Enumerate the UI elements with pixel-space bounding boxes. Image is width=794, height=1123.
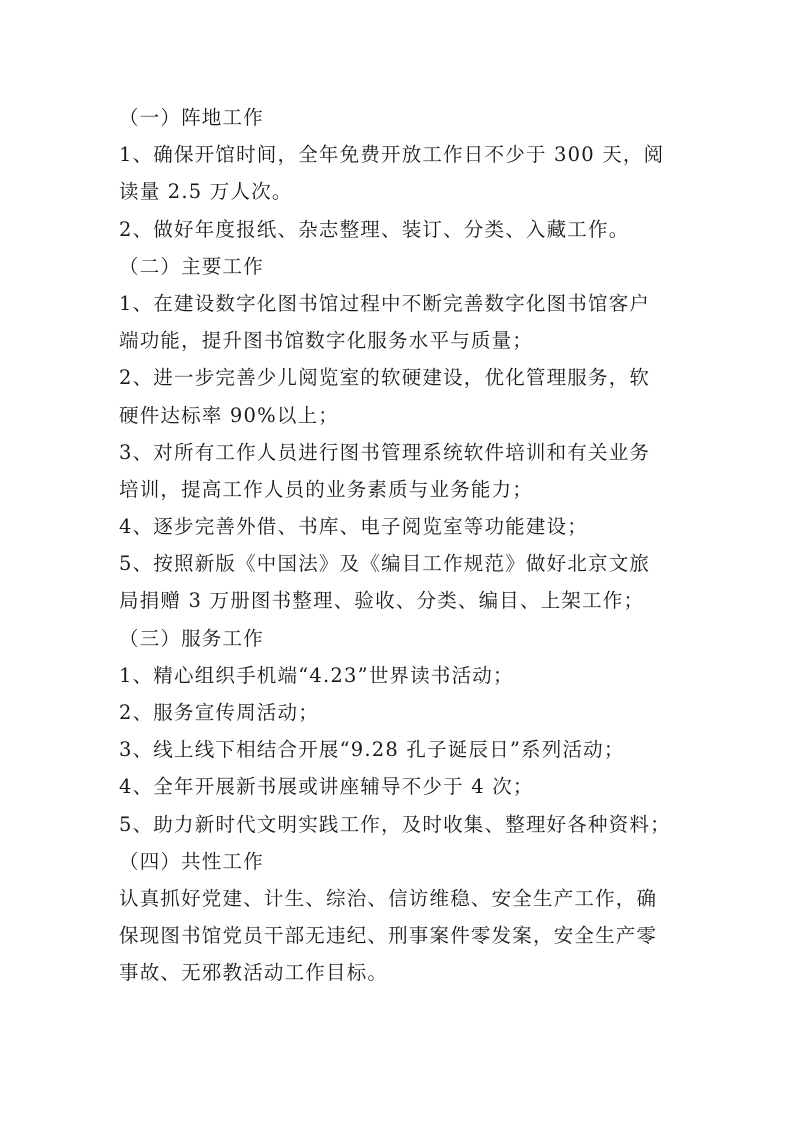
paragraph-line: 1、在建设数字化图书馆过程中不断完善数字化图书馆客户 (119, 291, 651, 315)
paragraph-line: 读量 2.5 万人次。 (119, 180, 293, 204)
paragraph-line: 2、进一步完善少儿阅览室的软硬建设，优化管理服务，软 (119, 366, 651, 390)
section-heading-4: （四）共性工作 (119, 849, 264, 873)
paragraph-line: 5、助力新时代文明实践工作，及时收集、整理好各种资料； (119, 812, 671, 836)
paragraph-line: 4、逐步完善外借、书库、电子阅览室等功能建设； (119, 515, 589, 539)
paragraph-line: 保现图书馆党员干部无违纪、刑事案件零发案，安全生产零 (119, 924, 658, 948)
section-heading-2: （二）主要工作 (119, 254, 264, 278)
section-heading-3: （三）服务工作 (119, 626, 264, 650)
paragraph-line: 培训，提高工作人员的业务素质与业务能力； (119, 477, 534, 501)
paragraph-line: 硬件达标率 90%以上； (119, 403, 339, 427)
paragraph-line: 1、确保开馆时间，全年免费开放工作日不少于 300 天，阅 (119, 143, 665, 167)
section-heading-1: （一）阵地工作 (119, 106, 264, 129)
paragraph-line: 3、线上线下相结合开展“9.28 孔子诞辰日”系列活动； (119, 738, 625, 762)
paragraph-line: 5、按照新版《中国法》及《编目工作规范》做好北京文旅 (119, 552, 651, 576)
paragraph-line: 局捐赠 3 万册图书整理、验收、分类、编目、上架工作； (119, 589, 645, 613)
paragraph-line: 2、服务宣传周活动； (119, 701, 319, 724)
paragraph-line: 2、做好年度报纸、杂志整理、装订、分类、入藏工作。 (119, 217, 630, 241)
paragraph-line: 事故、无邪教活动工作目标。 (119, 961, 389, 985)
paragraph-line: 端功能，提升图书馆数字化服务水平与质量； (119, 329, 534, 353)
paragraph-line: 认真抓好党建、计生、综治、信访维稳、安全生产工作，确 (119, 886, 658, 910)
document-body (119, 99, 679, 992)
paragraph-line: 3、对所有工作人员进行图书管理系统软件培训和有关业务 (119, 440, 651, 464)
paragraph-line: 1、精心组织手机端“4.23”世界读书活动； (119, 663, 514, 687)
paragraph-line: 4、全年开展新书展或讲座辅导不少于 4 次； (119, 775, 534, 799)
